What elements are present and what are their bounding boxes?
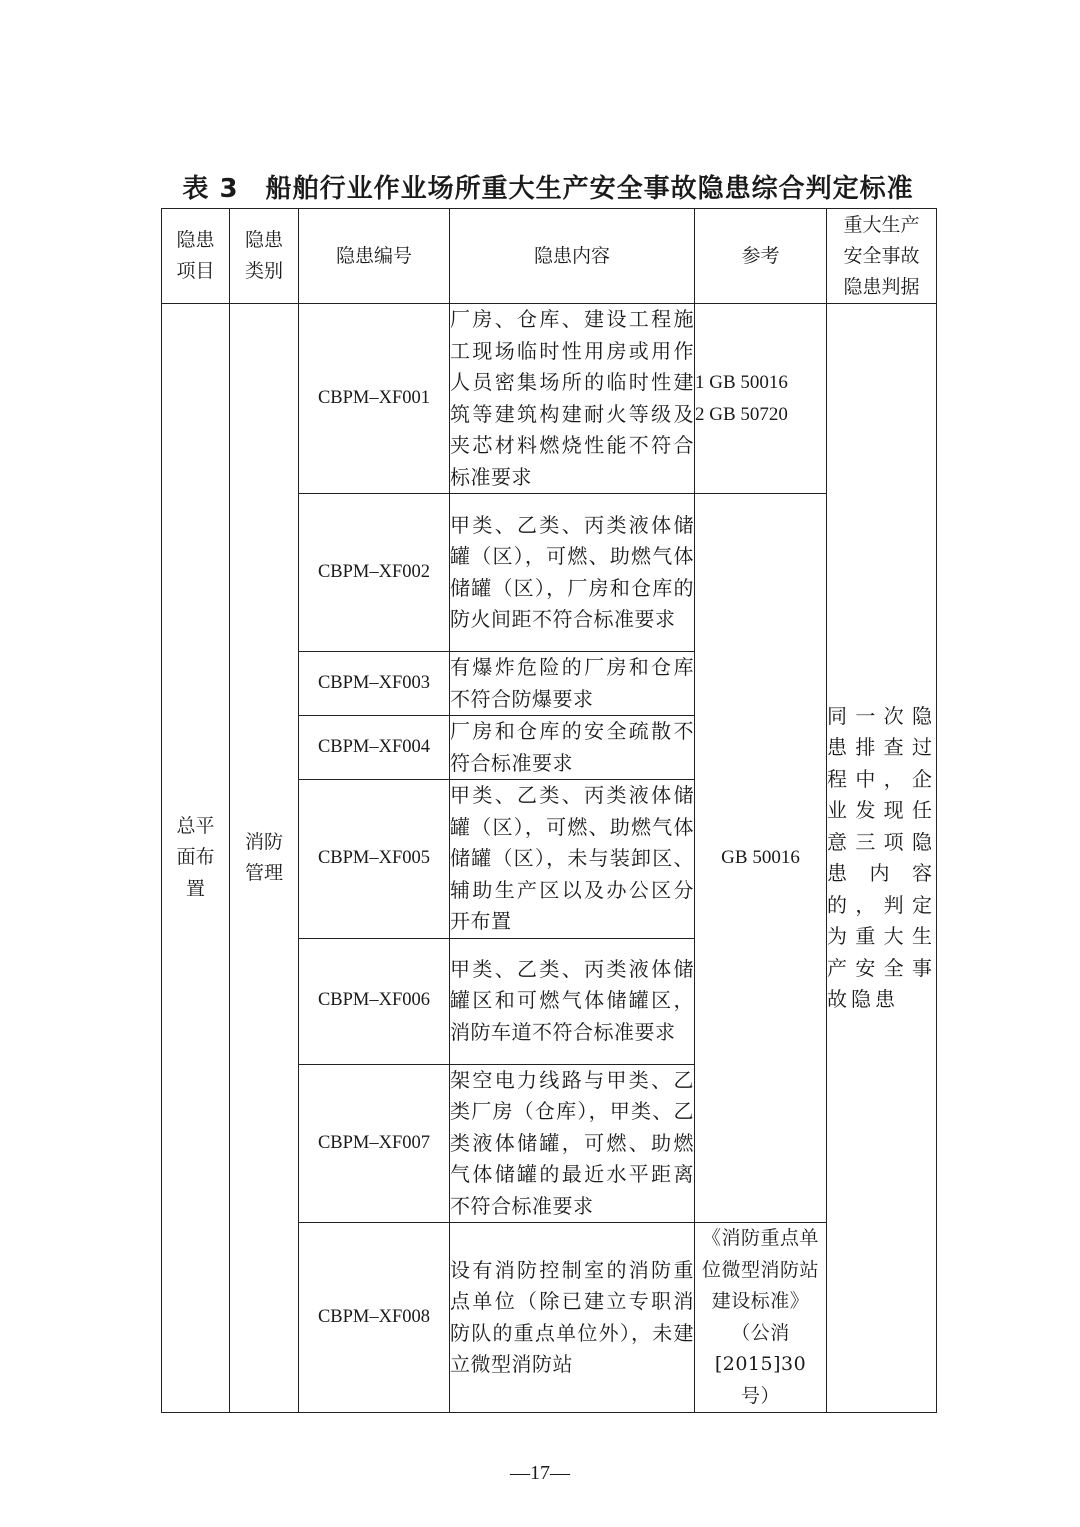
hazard-code: CBPM–XF004 — [299, 716, 450, 780]
hazard-content: 甲类、乙类、丙类液体储罐（区），可燃、助燃气体储罐（区），厂房和仓库的防火间距不符合标准要求 — [450, 494, 695, 652]
header-category: 隐患 类别 — [230, 209, 299, 304]
hazard-code: CBPM–XF001 — [299, 304, 450, 494]
hazard-code: CBPM–XF006 — [299, 938, 450, 1064]
table-title: 表 3 船舶行业作业场所重大生产安全事故隐患综合判定标准 — [182, 174, 914, 204]
header-reference: 参考 — [695, 209, 827, 304]
hazard-item-cell: 总平面布置 — [162, 304, 230, 1413]
reference-line: 2 GB 50720 — [695, 403, 788, 425]
hazard-content: 甲类、乙类、丙类液体储罐（区），可燃、助燃气体储罐（区），未与装卸区、辅助生产区以及办公区分开布置 — [450, 780, 695, 939]
hazard-criteria-table — [161, 208, 937, 1413]
hazard-content: 设有消防控制室的消防重点单位（除已建立专职消防队的重点单位外），未建立微型消防站 — [450, 1223, 695, 1413]
hazard-category-cell: 消防管理 — [230, 304, 299, 1413]
hazard-content: 厂房、仓库、建设工程施工现场临时性用房或用作人员密集场所的临时性建筑等建筑构建耐火等级及夹芯材料燃烧性能不符合标准要求 — [450, 304, 695, 494]
header-basis: 重大生产 安全事故 隐患判据 — [827, 209, 937, 304]
reference-cell-3: 《消防重点单位微型消防站建设标准》（公消[2015]30 号） — [695, 1223, 827, 1413]
header-code: 隐患编号 — [299, 209, 450, 304]
hazard-content: 架空电力线路与甲类、乙类厂房（仓库），甲类、乙类液体储罐，可燃、助燃气体储罐的最近水平距离不符合标准要求 — [450, 1064, 695, 1223]
verdict-cell: 同一次隐患排查过程中，企业发现任意三项隐患内容的，判定为重大生产安全事故隐患 — [827, 304, 937, 1413]
hazard-content: 厂房和仓库的安全疏散不符合标准要求 — [450, 716, 695, 780]
reference-cell-1 — [695, 304, 827, 494]
reference-line: 1 GB 50016 — [695, 372, 788, 393]
reference-cell-2: GB 50016 — [695, 494, 827, 1223]
hazard-content: 有爆炸危险的厂房和仓库不符合防爆要求 — [450, 652, 695, 716]
hazard-code: CBPM–XF007 — [299, 1064, 450, 1223]
hazard-content: 甲类、乙类、丙类液体储罐区和可燃气体储罐区，消防车道不符合标准要求 — [450, 938, 695, 1064]
table-row — [162, 304, 937, 494]
header-content: 隐患内容 — [450, 209, 695, 304]
page-number: —17— — [510, 1462, 570, 1484]
hazard-code: CBPM–XF003 — [299, 652, 450, 716]
header-row — [162, 209, 937, 304]
hazard-code: CBPM–XF008 — [299, 1223, 450, 1413]
hazard-code: CBPM–XF005 — [299, 780, 450, 939]
header-item: 隐患 项目 — [162, 209, 230, 304]
hazard-code: CBPM–XF002 — [299, 494, 450, 652]
